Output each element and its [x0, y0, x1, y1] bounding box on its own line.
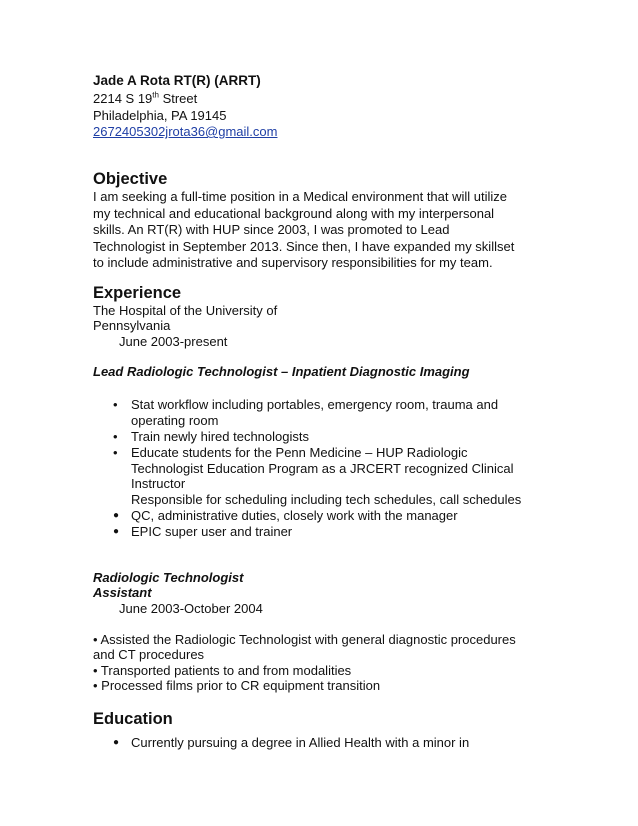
job2-item: • Processed films prior to CR equipment transition — [93, 678, 381, 693]
bullet-marker: ● — [113, 737, 120, 748]
address-line-2: Philadelphia, PA 19145 — [93, 108, 227, 123]
objective-line: Technologist in September 2013. Since then, I have expanded my skillset — [93, 239, 515, 254]
bullet-text: Instructor — [131, 476, 186, 491]
job2-item: • Assisted the Radiologic Technologist with general diagnostic procedures — [93, 632, 516, 647]
phone-email-link[interactable]: 2672405302jrota36@gmail.com — [93, 124, 278, 139]
bullet-text: Stat workflow including portables, emergency room, trauma and — [131, 397, 499, 412]
objective-heading: Objective — [93, 170, 168, 188]
job2-item: and CT procedures — [93, 647, 205, 662]
job1-title: Lead Radiologic Technologist – Inpatient Diagnostic Imaging — [93, 364, 470, 379]
job2-title-line-2: Assistant — [93, 585, 152, 600]
job2-item: • Transported patients to and from modalities — [93, 663, 352, 678]
bullet-text: QC, administrative duties, closely work with the manager — [131, 508, 458, 523]
address-line-1 — [93, 91, 197, 107]
candidate-name: Jade A Rota RT(R) (ARRT) — [93, 73, 261, 88]
objective-line: my technical and educational background along with my interpersonal — [93, 206, 495, 221]
education-heading: Education — [93, 710, 173, 728]
employer-line-1: The Hospital of the University of — [93, 303, 278, 318]
bullet-marker: ● — [113, 510, 120, 521]
street-word: Street — [158, 91, 198, 106]
bullet-text: Train newly hired technologists — [131, 429, 309, 444]
ordinal-suffix: th — [152, 90, 159, 100]
job2-title-line-1: Radiologic Technologist — [93, 570, 244, 585]
education-bullet-text: Currently pursuing a degree in Allied Health with a minor in — [131, 735, 470, 750]
experience-heading: Experience — [93, 284, 182, 302]
bullet-marker: ● — [113, 526, 120, 537]
bullet-text: EPIC super user and trainer — [131, 524, 293, 539]
street-number: 2214 S 19 — [93, 91, 153, 106]
bullet-text: Educate students for the Penn Medicine – HUP Radiologic — [131, 445, 468, 460]
objective-line: to include administrative and supervisory responsibilities for my team. — [93, 255, 493, 270]
bullet-text: operating room — [131, 413, 219, 428]
bullet-marker: • — [113, 397, 118, 412]
job2-dates: June 2003-October 2004 — [119, 601, 263, 616]
bullet-marker: • — [113, 445, 118, 460]
employer-line-2: Pennsylvania — [93, 318, 171, 333]
bullet-marker: • — [113, 429, 118, 444]
bullet-text: Responsible for scheduling including tech schedules, call schedules — [131, 492, 522, 507]
bullet-text: Technologist Education Program as a JRCERT recognized Clinical — [131, 461, 514, 476]
objective-line: I am seeking a full-time position in a Medical environment that will utilize — [93, 189, 508, 204]
job1-dates: June 2003-present — [119, 334, 228, 349]
objective-line: skills. An RT(R) with HUP since 2003, I was promoted to Lead — [93, 222, 450, 237]
